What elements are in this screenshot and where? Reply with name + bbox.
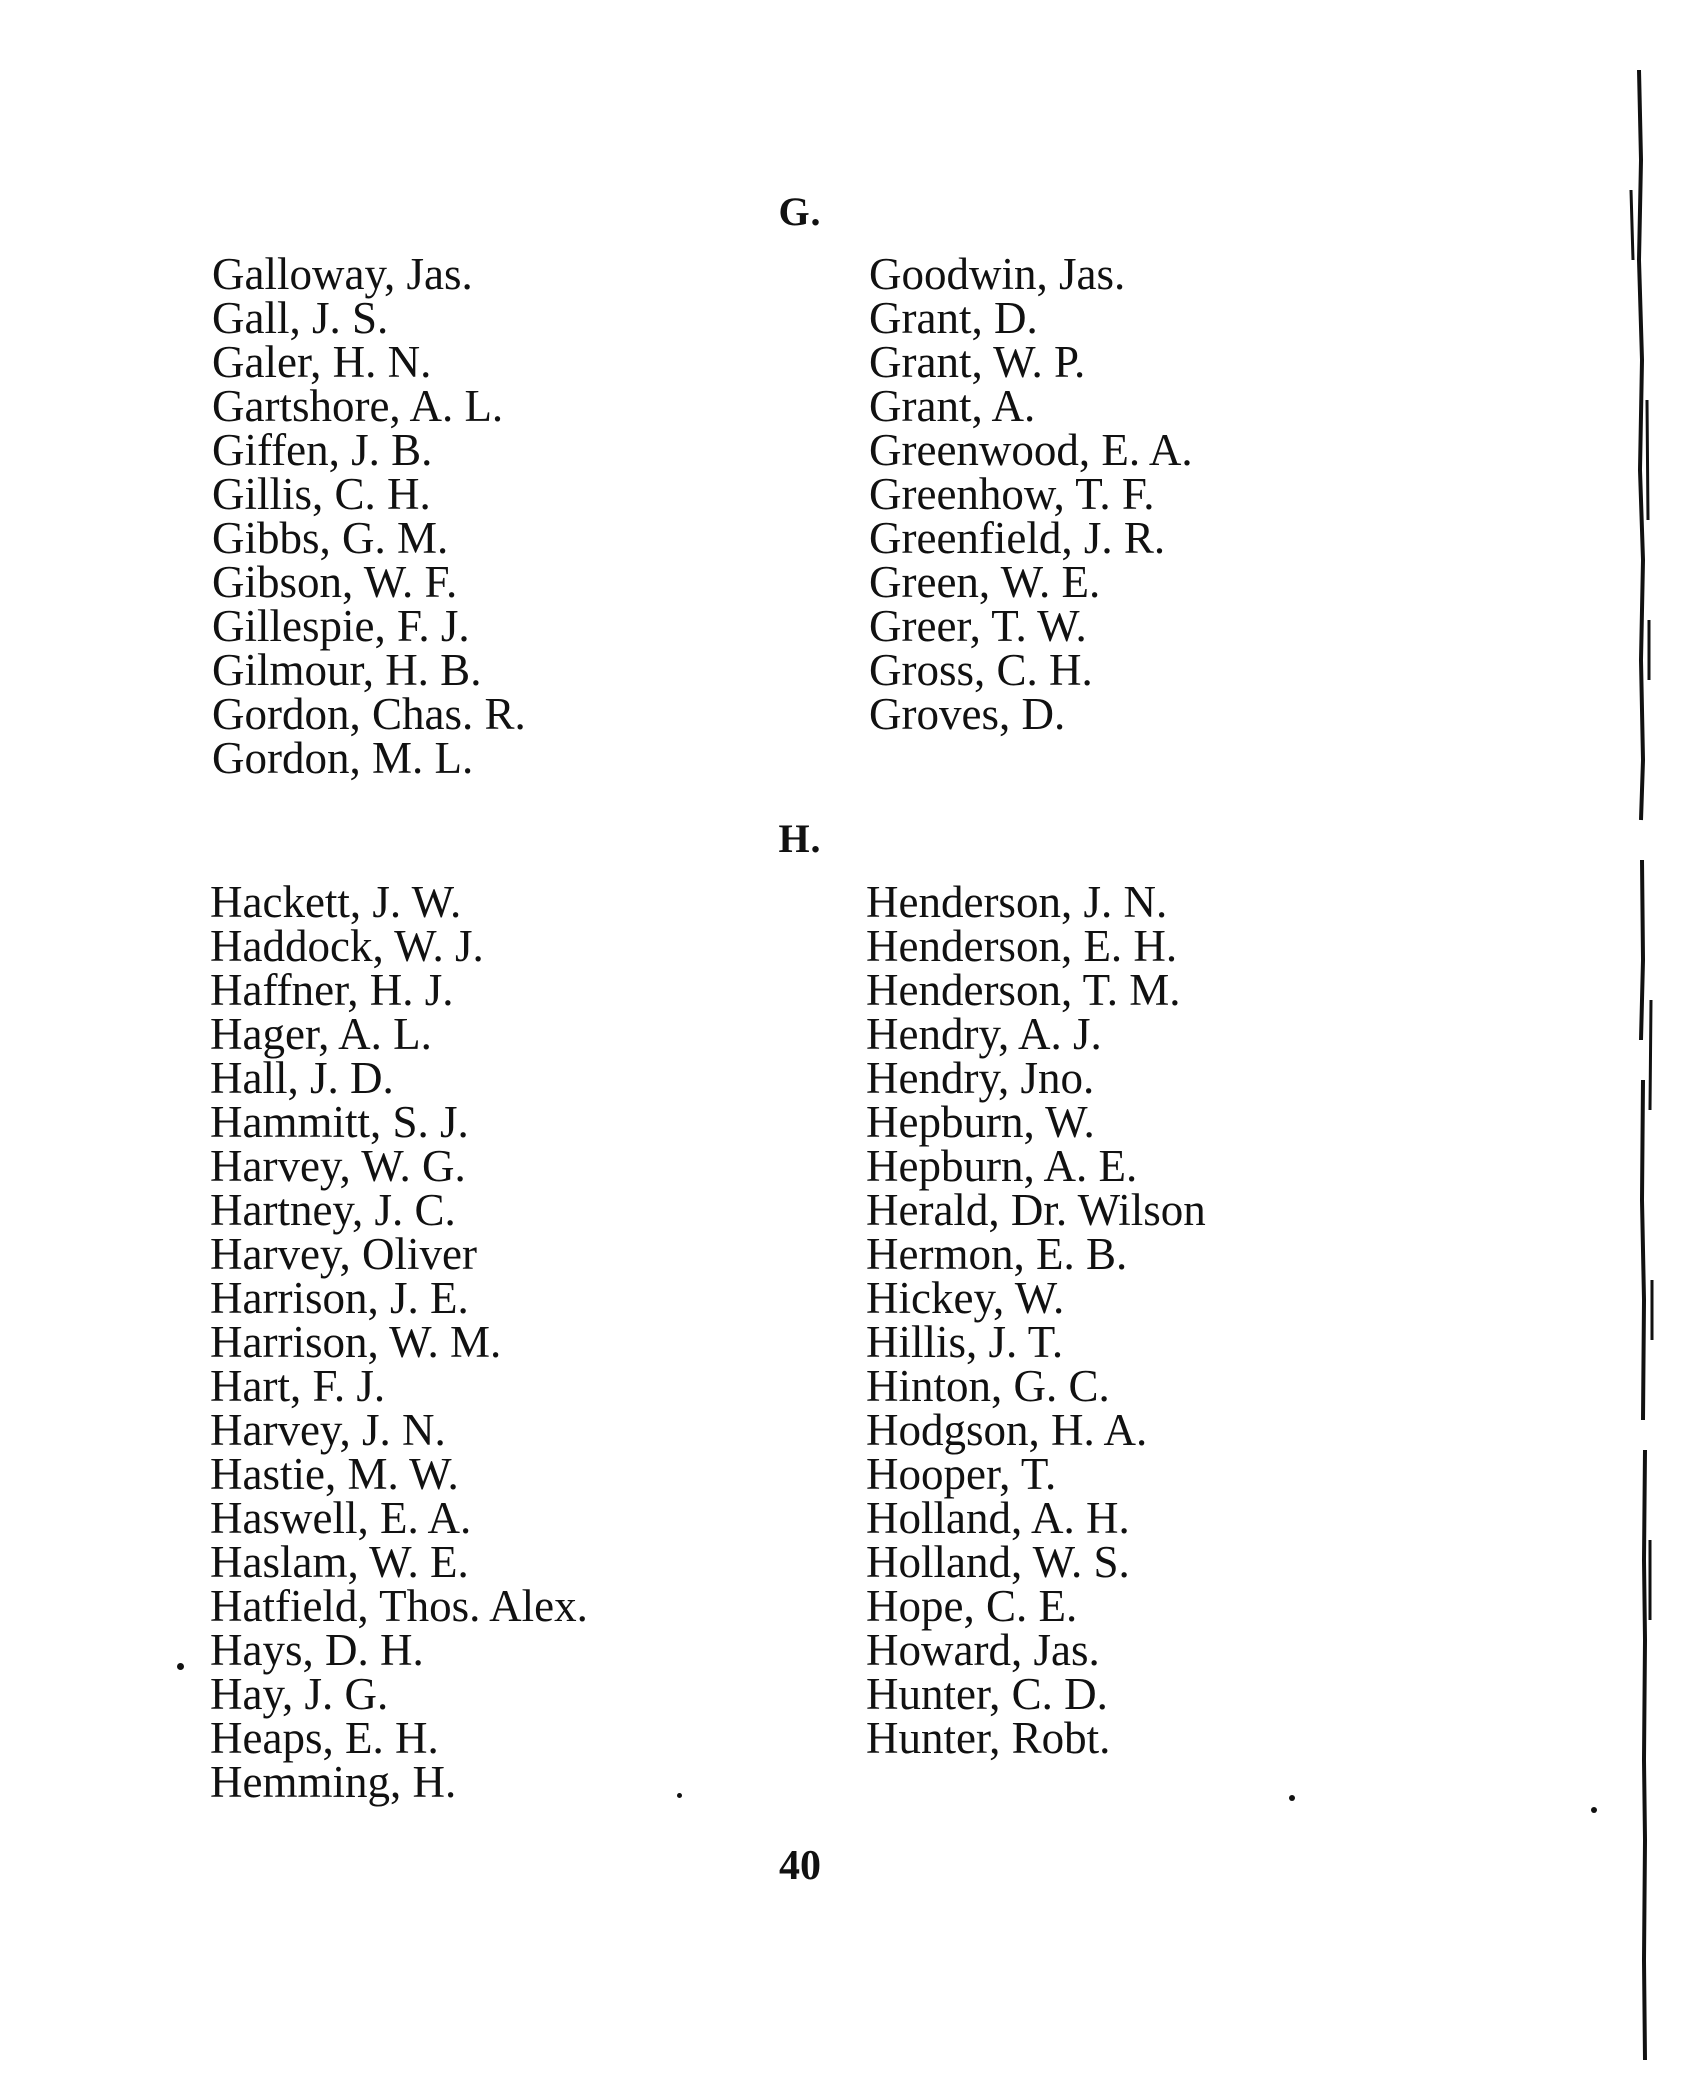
name-entry: Hillis, J. T. xyxy=(866,1317,1064,1367)
name-entry: Galer, H. N. xyxy=(212,337,432,387)
ink-speck xyxy=(1591,1807,1597,1813)
name-entry: Hemming, H. xyxy=(210,1757,457,1807)
name-entry: Harvey, J. N. xyxy=(210,1405,446,1455)
name-entry: Harvey, Oliver xyxy=(210,1229,477,1279)
name-entry: Hendry, A. J. xyxy=(866,1009,1102,1059)
name-entry: Grant, W. P. xyxy=(869,337,1086,387)
name-entry: Hastie, M. W. xyxy=(210,1449,459,1499)
name-entry: Hepburn, W. xyxy=(866,1097,1095,1147)
name-entry: Hodgson, H. A. xyxy=(866,1405,1148,1455)
name-entry: Gibbs, G. M. xyxy=(212,513,449,563)
name-entry: Hendry, Jno. xyxy=(866,1053,1095,1103)
section-heading-h: H. xyxy=(778,816,822,861)
name-entry: Gillespie, F. J. xyxy=(212,601,470,651)
name-entry: Hinton, G. C. xyxy=(866,1361,1110,1411)
h-left-column xyxy=(210,877,588,1807)
name-entry: Groves, D. xyxy=(869,689,1066,739)
name-entry: Gross, C. H. xyxy=(869,645,1093,695)
page-number: 40 xyxy=(779,1843,821,1889)
section-heading-g: G. xyxy=(778,189,822,234)
ink-speck xyxy=(677,1793,682,1798)
name-entry: Gall, J. S. xyxy=(212,293,389,343)
name-entry: Gilmour, H. B. xyxy=(212,645,482,695)
name-entry: Gordon, Chas. R. xyxy=(212,689,526,739)
name-entry: Hay, J. G. xyxy=(210,1669,389,1719)
name-entry: Harvey, W. G. xyxy=(210,1141,466,1191)
name-entry: Harrison, W. M. xyxy=(210,1317,502,1367)
name-entry: Hart, F. J. xyxy=(210,1361,386,1411)
g-right-column xyxy=(869,249,1193,739)
name-entry: Goodwin, Jas. xyxy=(869,249,1126,299)
name-entry: Hall, J. D. xyxy=(210,1053,394,1103)
name-entry: Grant, A. xyxy=(869,381,1036,431)
name-entry: Giffen, J. B. xyxy=(212,425,433,475)
ink-speck xyxy=(177,1663,184,1670)
name-entry: Hermon, E. B. xyxy=(866,1229,1128,1279)
name-entry: Greer, T. W. xyxy=(869,601,1087,651)
name-entry: Heaps, E. H. xyxy=(210,1713,439,1763)
name-entry: Hope, C. E. xyxy=(866,1581,1078,1631)
name-entry: Harrison, J. E. xyxy=(210,1273,469,1323)
name-entry: Hickey, W. xyxy=(866,1273,1065,1323)
name-entry: Green, W. E. xyxy=(869,557,1101,607)
name-entry: Grant, D. xyxy=(869,293,1038,343)
name-entry: Hammitt, S. J. xyxy=(210,1097,469,1147)
name-entry: Greenfield, J. R. xyxy=(869,513,1166,563)
name-entry: Hunter, Robt. xyxy=(866,1713,1111,1763)
name-entry: Hatfield, Thos. Alex. xyxy=(210,1581,588,1631)
h-right-column xyxy=(866,877,1206,1763)
name-entry: Henderson, J. N. xyxy=(866,877,1168,927)
name-entry: Holland, A. H. xyxy=(866,1493,1130,1543)
name-entry: Herald, Dr. Wilson xyxy=(866,1185,1206,1235)
name-entry: Hepburn, A. E. xyxy=(866,1141,1138,1191)
name-entry: Henderson, E. H. xyxy=(866,921,1178,971)
name-entry: Greenwood, E. A. xyxy=(869,425,1193,475)
name-entry: Hartney, J. C. xyxy=(210,1185,456,1235)
name-entry: Howard, Jas. xyxy=(866,1625,1100,1675)
binding-edge-line xyxy=(1625,0,1665,2075)
name-entry: Hager, A. L. xyxy=(210,1009,432,1059)
name-entry: Gordon, M. L. xyxy=(212,733,474,783)
g-left-column xyxy=(212,249,526,783)
name-entry: Gartshore, A. L. xyxy=(212,381,504,431)
name-entry: Haslam, W. E. xyxy=(210,1537,469,1587)
name-entry: Henderson, T. M. xyxy=(866,965,1181,1015)
name-entry: Hooper, T. xyxy=(866,1449,1057,1499)
name-entry: Gibson, W. F. xyxy=(212,557,458,607)
name-entry: Holland, W. S. xyxy=(866,1537,1130,1587)
name-entry: Hays, D. H. xyxy=(210,1625,424,1675)
name-entry: Gillis, C. H. xyxy=(212,469,431,519)
name-entry: Greenhow, T. F. xyxy=(869,469,1155,519)
name-entry: Hunter, C. D. xyxy=(866,1669,1108,1719)
name-entry: Hackett, J. W. xyxy=(210,877,462,927)
name-entry: Haddock, W. J. xyxy=(210,921,484,971)
name-entry: Galloway, Jas. xyxy=(212,249,473,299)
name-entry: Haffner, H. J. xyxy=(210,965,454,1015)
ink-speck xyxy=(1289,1795,1295,1801)
name-entry: Haswell, E. A. xyxy=(210,1493,472,1543)
